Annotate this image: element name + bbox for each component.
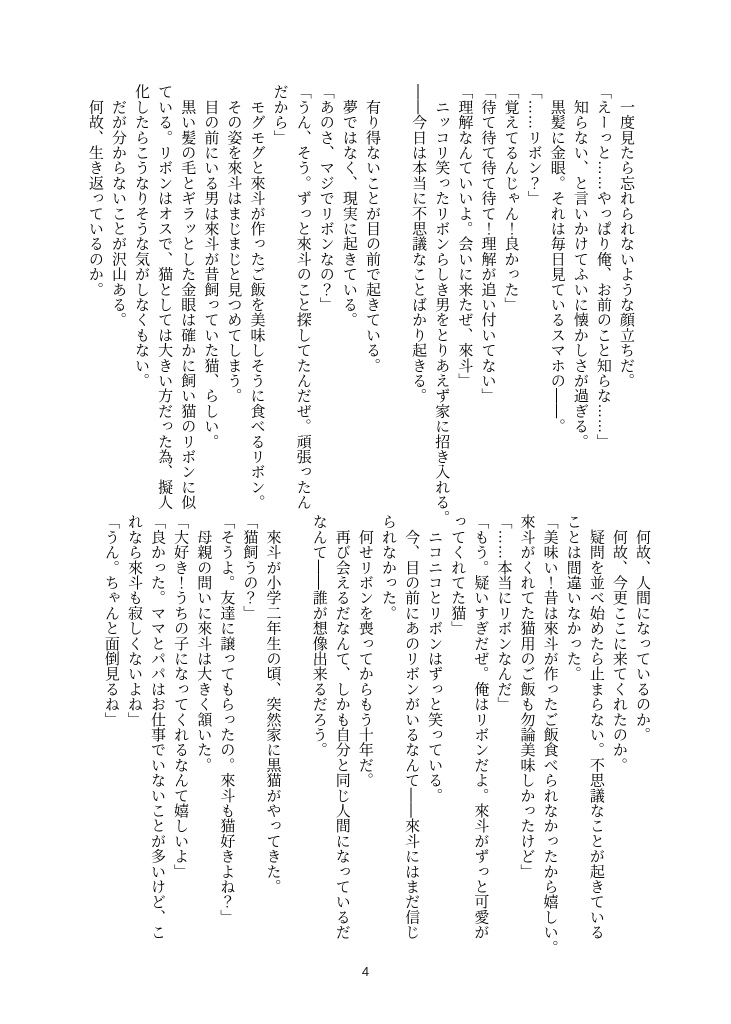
text-line: だが分からないことが沢山ある。 — [109, 84, 127, 328]
text-line: 母親の問いに來斗は大きく頷いた。 — [195, 514, 213, 773]
text-line: だから」 — [271, 84, 289, 145]
text-line: 「……リボン？」 — [525, 84, 543, 206]
text-line: 「覚えてるんじゃん！良かった」 — [502, 84, 520, 312]
text-line: 黒髪に金眼。それは毎日見ているスマホの――。 — [548, 84, 566, 434]
text-line: 「もう。疑いすぎだぜ。俺はリボンだよ。來斗がずっと可愛が — [472, 514, 490, 940]
text-line: 「あのさ、マジでリボンなの？」 — [317, 84, 335, 312]
text-line: 何故、人間になっているのか。 — [634, 514, 651, 742]
text-line: 「……本当にリボンなんだ」 — [495, 514, 513, 712]
text-line: 「うん、そう。ずっと來斗のこと探してたんだぜ。頑張ったん — [294, 84, 312, 510]
text-line: られなかった。 — [379, 514, 397, 621]
text-line: 一度見たら忘れられないような顔立ちだ。 — [618, 84, 635, 388]
text-line: 「そうよ。友達に譲ってもらったの。來斗も猫好きよね？」 — [218, 514, 236, 925]
text-line: 夢ではなく、現実に起きている。 — [340, 84, 358, 328]
text-line: その姿を來斗はまじまじと見つめてしまう。 — [225, 84, 243, 404]
text-line: 「良かった。ママとパパはお仕事でいないことが多いけど、こ — [149, 514, 167, 940]
text-line: 「美味い！昔は來斗が作ったご飯食べられなかったから嬉しい。 — [541, 514, 559, 955]
text-line: モグモグと來斗が作ったご飯を美味しそうに食べるリボン。 — [248, 84, 266, 510]
text-line — [285, 514, 308, 951]
text-line: 今、目の前にあのリボンがいるなんて――來斗にはまだ信じ — [403, 514, 421, 940]
text-line: 「大好き！うちの子になってくれるなんて嬉しいよ」 — [172, 514, 190, 879]
text-line: 「理解なんていいよ。会いに来たぜ、來斗」 — [456, 84, 474, 388]
text-line: 「猫飼うの？」 — [241, 514, 259, 621]
text-line: ことは間違いなかった。 — [564, 514, 582, 682]
text-line: 化したらこうなりそうな気がしなくもない。 — [133, 84, 151, 388]
upper-text-block — [84, 84, 638, 525]
text-line: 目の前にいる男は來斗が昔飼っていた猫、らしい。 — [202, 84, 220, 449]
text-line: 疑問を並べ始めたら止まらない。不思議なことが起きている — [587, 514, 605, 940]
text-line: 「うん。ちゃんと面倒見るね」 — [102, 514, 120, 727]
page-number: 4 — [361, 964, 370, 979]
text-line: 「待て待て待て待て！理解が追い付いてない」 — [479, 84, 497, 404]
text-line: 再び会えるだなんて、しかも自分と同じ人間になっているだ — [333, 514, 351, 940]
text-line: れなら來斗も寂しくないよね」 — [125, 514, 143, 727]
text-line: 黒い髪の毛とギラッとした金眼は確かに飼い猫のリボンに似 — [179, 84, 197, 510]
lower-text-block — [100, 514, 654, 955]
text-line: 知らない、と言いかけてふいに懐かしさが過ぎる。 — [571, 84, 589, 449]
text-line: 何故、生き返っているのか。 — [86, 84, 104, 297]
text-line: 有り得ないことが目の前で起きている。 — [363, 84, 381, 373]
text-line — [384, 84, 407, 521]
text-line: ている。リボンはオスで、猫としては大きい方だった為、擬人 — [156, 84, 174, 510]
text-line: 「えーっと……やっぱり俺、お前のこと知らな……」 — [594, 84, 612, 449]
text-line: ――今日は本当に不思議なことばかり起きる。 — [410, 84, 428, 404]
text-line: ニッコリ笑ったリボンらしき男をとりあえず家に招き入れる。 — [433, 84, 451, 525]
text-line: 來斗がくれてた猫用のご飯も勿論美味しかったけど」 — [518, 514, 536, 879]
text-line: 何せリボンを喪ってからもう十年だ。 — [356, 514, 374, 788]
text-line: ってくれてた猫」 — [449, 514, 467, 636]
text-line: 來斗が小学二年生の頃、突然家に黒猫がやってきた。 — [264, 514, 282, 894]
text-line: ニコニコとリボンはずっと笑っている。 — [426, 514, 444, 803]
text-line: なんて――誰が想像出来るだろう。 — [310, 514, 328, 758]
text-line: 何故、今更ここに来てくれたのか。 — [610, 514, 628, 773]
